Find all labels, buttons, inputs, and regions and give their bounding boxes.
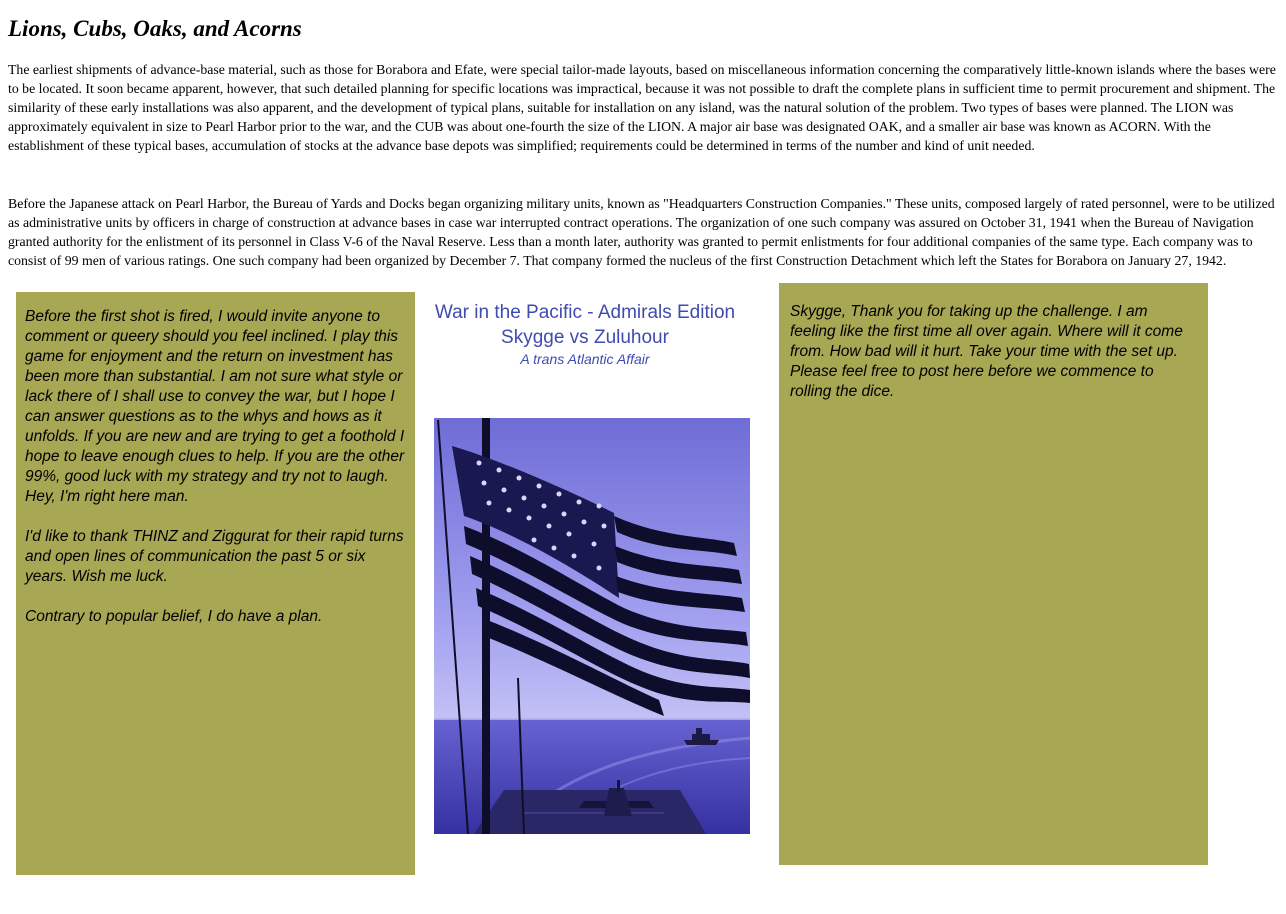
intro-paragraph: The earliest shipments of advance-base material, such as those for Borabora and Efate, were special tailor-made layouts, based on miscellaneous information concerning the comparatively little-known islands where the bases were to be located. It soon became apparent, however, that such detailed planning for specific locations was impractical, because it was not possible to draft the complete plans in sufficient time to permit procurement and shipment. The similarity of these early installations was also apparent, and the development of typical plans, suitable for installation on any island, was the natural solution of the problem. Two types of bases were planned. The LION was approximately equivalent in size to Pearl Harbor prior to the war, and the CUB was about one-fourth the size of the LION. A major air base was designated OAK, and a smaller air base was known as ACORN. With the establishment of these typical bases, accumulation of stocks at the advance base depots was simplified; requirements could be determined in terms of the number and kind of unit needed. (8, 62, 1276, 153)
left-paragraph: Contrary to popular belief, I do have a plan. (25, 608, 323, 625)
game-title: War in the Pacific - Admirals Edition (434, 302, 736, 323)
matchup-subtitle: A trans Atlantic Affair (520, 351, 650, 367)
left-paragraph: Before the first shot is fired, I would invite anyone to comment or queery should you feel inclined. I play this game for enjoyment and the return on investment has been more than substantial. I am not sure what style or lack there of I shall use to convey the war, but I hope I can answer questions as to the whys and hows as it unfolds. If you are new and are trying to get a foothold I hope to leave enough clues to help. If you are the other 99%, good luck with my strategy and try not to laugh. Hey, I'm right here man. (25, 308, 405, 505)
center-heading-block (418, 300, 752, 368)
left-commentary-box (16, 292, 415, 875)
page-title: Lions, Cubs, Oaks, and Acorns (8, 16, 302, 41)
right-paragraph: Skygge, Thank you for taking up the challenge. I am feeling like the first time all over again. Where will it come from. How bad will it hurt. Take your time with the set up. Please feel free to post here before we commence to rolling the dice. (790, 303, 1183, 400)
history-paragraph: Before the Japanese attack on Pearl Harbor, the Bureau of Yards and Docks began organizing military units, known as "Headquarters Construction Companies." These units, composed largely of rated personnel, were to be utilized as administrative units by officers in charge of construction at advance bases in case war interrupted contract operations. The organization of one such company was assured on October 31, 1941 when the Bureau of Navigation granted authority for the enlistment of its personnel in Class V-6 of the Naval Reserve. Less than a month later, authority was granted to permit enlistments for four additional companies of the same type. Each company was to consist of 99 men of various ratings. One such company had been organized by December 7. That company formed the nucleus of the first Construction Detachment which left the States for Borabora on January 27, 1942. (8, 196, 1275, 268)
flag-on-carrier-photo (434, 418, 750, 834)
matchup-title: Skygge vs Zuluhour (501, 327, 669, 348)
left-paragraph: I'd like to thank THINZ and Ziggurat for their rapid turns and open lines of communication the past 5 or six years. Wish me luck. (25, 528, 404, 585)
right-reply-box (779, 283, 1208, 865)
